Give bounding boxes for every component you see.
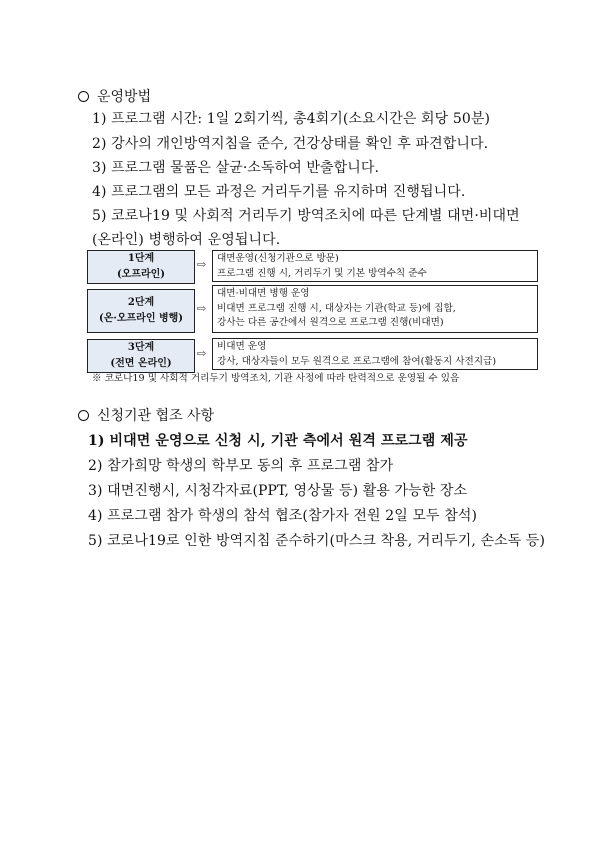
right-arrow-icon: ⇨ bbox=[197, 258, 207, 271]
right-arrow-icon: ⇨ bbox=[197, 347, 207, 360]
stage-description-line: 강사는 다른 공간에서 원격으로 프로그램 진행(비대면) bbox=[217, 317, 444, 328]
stage-label-box bbox=[87, 250, 195, 284]
stage-description-line: 비대면 프로그램 진행 시, 대상자는 기관(학교 등)에 집합, bbox=[217, 302, 456, 314]
stage-description-box bbox=[212, 250, 538, 282]
operation-item: 3) 프로그램 물품은 살균·소독하여 반출합니다. bbox=[92, 160, 380, 176]
stage-mode: (전면 온라인) bbox=[110, 358, 172, 369]
stage-label-box bbox=[87, 289, 195, 333]
stage-mode: (온·오프라인 병행) bbox=[98, 313, 184, 324]
section-title: 운영방법 bbox=[97, 89, 152, 105]
stage-name: 3단계 bbox=[127, 342, 155, 353]
section-title: 신청기관 협조 사항 bbox=[97, 408, 215, 424]
stage-description-box bbox=[212, 338, 538, 370]
stage-description-line: 대면·비대면 병행 운영 bbox=[217, 288, 310, 299]
operation-item: 4) 프로그램의 모든 과정은 거리두기를 유지하며 진행됩니다. bbox=[92, 184, 466, 200]
cooperation-item: 4) 프로그램 참가 학생의 참석 협조(참가자 전원 2일 모두 참석) bbox=[88, 508, 478, 524]
operation-item: 1) 프로그램 시간: 1일 2회기씩, 총4회기(소요시간은 회당 50분) bbox=[92, 111, 491, 127]
circle-bullet-icon bbox=[78, 91, 89, 102]
stage-description-line: 비대면 운영 bbox=[217, 341, 267, 352]
operation-item: 2) 강사의 개인방역지침을 준수, 건강상태를 확인 후 파견합니다. bbox=[92, 136, 489, 152]
operation-item-continued: (온라인) 병행하여 운영됩니다. bbox=[92, 232, 281, 248]
stage-description-box bbox=[212, 285, 538, 333]
cooperation-item: 3) 대면진행시, 시청각자료(PPT, 영상물 등) 활용 가능한 장소 bbox=[88, 483, 468, 499]
stage-description-line: 프로그램 진행 시, 거리두기 및 기본 방역수칙 준수 bbox=[217, 267, 427, 279]
stage-description-line: 대면운영(신청기관으로 방문) bbox=[217, 253, 339, 264]
stage-label-box bbox=[87, 339, 195, 373]
cooperation-item: 2) 참가희망 학생의 학부모 동의 후 프로그램 참가 bbox=[88, 458, 394, 474]
cooperation-item: 1) 비대면 운영으로 신청 시, 기관 측에서 원격 프로그램 제공 bbox=[88, 433, 468, 449]
circle-bullet-icon bbox=[78, 410, 89, 421]
operation-item: 5) 코로나19 및 사회적 거리두기 방역조치에 따른 단계별 대면·비대면 bbox=[92, 208, 520, 224]
right-arrow-icon: ⇨ bbox=[197, 302, 207, 315]
footnote: ※ 코로나19 및 사회적 거리두기 방역조치, 기관 사정에 따라 탄력적으로 운영될 수 있음 bbox=[92, 373, 460, 384]
section-heading-operation bbox=[78, 86, 151, 106]
stage-mode: (오프라인) bbox=[116, 269, 166, 280]
stage-description-line: 강사, 대상자들이 모두 원격으로 프로그램에 참여(활동지 사전지급) bbox=[217, 355, 497, 367]
cooperation-item: 5) 코로나19로 인한 방역지침 준수하기(마스크 착용, 거리두기, 손소독 등) bbox=[88, 533, 546, 549]
section-heading-cooperation bbox=[78, 405, 214, 425]
stage-name: 1단계 bbox=[127, 253, 155, 264]
stage-name: 2단계 bbox=[127, 297, 155, 308]
